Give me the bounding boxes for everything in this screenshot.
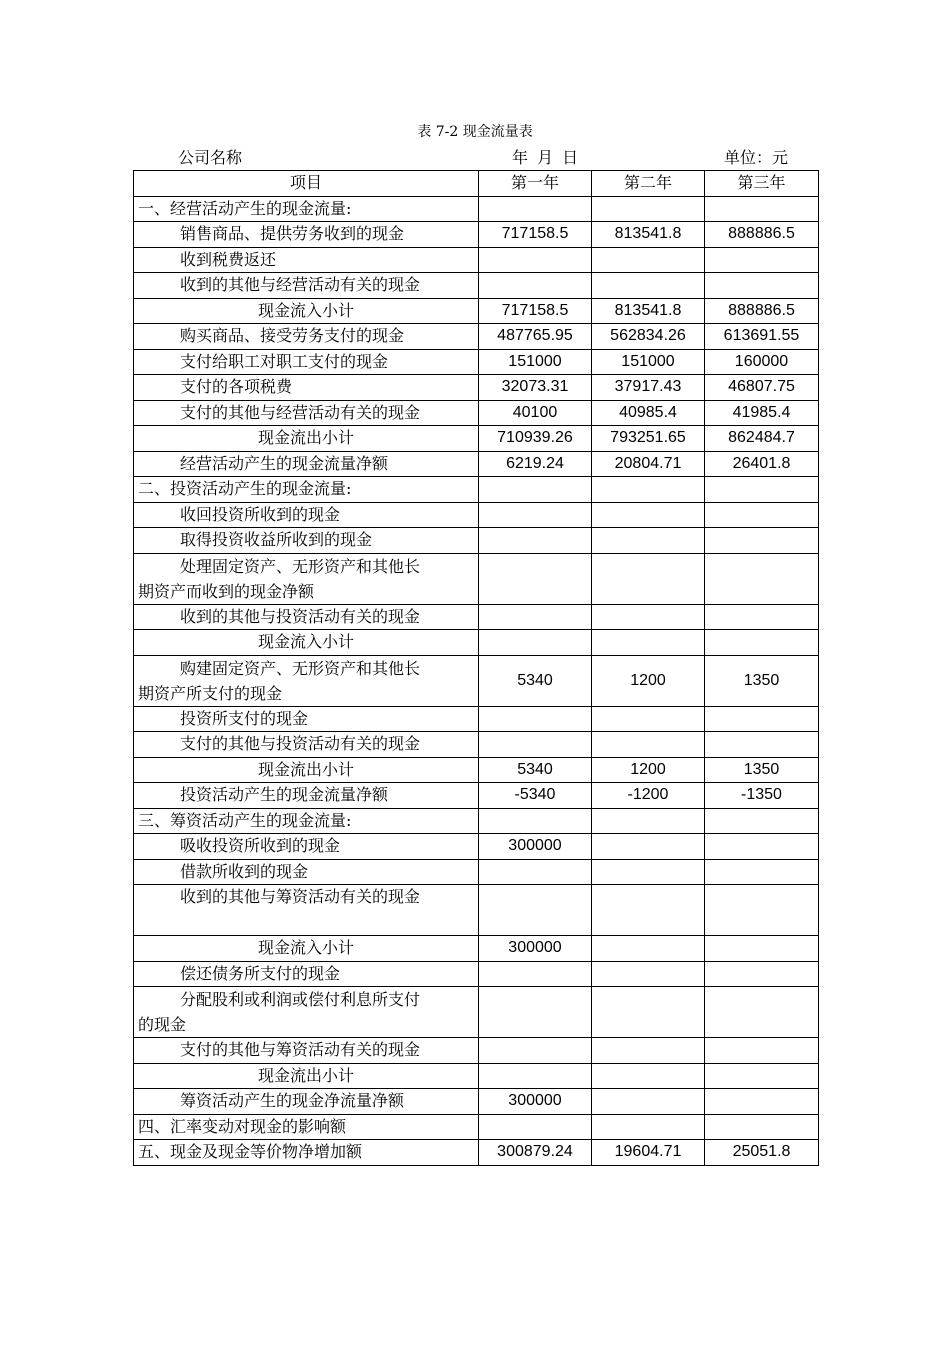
- year1-value: [479, 1063, 592, 1089]
- row-label: 二、投资活动产生的现金流量:: [134, 477, 479, 503]
- year1-value: 6219.24: [479, 451, 592, 477]
- year3-value: [705, 553, 819, 604]
- year2-value: 562834.26: [592, 324, 705, 350]
- year2-value: [592, 604, 705, 630]
- row-label: 收到的其他与经营活动有关的现金: [134, 273, 479, 299]
- row-label: 支付的其他与经营活动有关的现金: [134, 400, 479, 426]
- year1-value: [479, 528, 592, 554]
- year1-value: -5340: [479, 783, 592, 809]
- row-label: 支付的各项税费: [134, 375, 479, 401]
- year3-value: [705, 987, 819, 1038]
- year3-value: 888886.5: [705, 298, 819, 324]
- row-label: 收到的其他与筹资活动有关的现金: [134, 885, 479, 936]
- year2-value: [592, 502, 705, 528]
- table-row: [134, 426, 819, 452]
- row-label: 经营活动产生的现金流量净额: [134, 451, 479, 477]
- table-row: [134, 196, 819, 222]
- year2-value: [592, 987, 705, 1038]
- year3-value: [705, 859, 819, 885]
- year2-value: 19604.71: [592, 1140, 705, 1166]
- year3-value: 26401.8: [705, 451, 819, 477]
- year2-value: [592, 528, 705, 554]
- year3-value: [705, 604, 819, 630]
- year1-value: [479, 604, 592, 630]
- year1-value: [479, 196, 592, 222]
- year3-value: [705, 1114, 819, 1140]
- year3-value: [705, 808, 819, 834]
- year1-value: [479, 1038, 592, 1064]
- year1-value: [479, 885, 592, 936]
- row-label-line1: 购建固定资产、无形资产和其他长: [180, 658, 421, 678]
- year1-value: 32073.31: [479, 375, 592, 401]
- table-row: [134, 1063, 819, 1089]
- row-label-line1: 分配股利或利润或偿付利息所支付: [180, 990, 421, 1009]
- table-row: [134, 222, 819, 248]
- row-label: [134, 655, 479, 706]
- year3-value: [705, 1089, 819, 1115]
- year1-value: [479, 706, 592, 732]
- table-row: [134, 528, 819, 554]
- year3-value: 888886.5: [705, 222, 819, 248]
- row-label: [134, 553, 479, 604]
- row-label: 现金流出小计: [134, 757, 479, 783]
- table-row: [134, 936, 819, 962]
- year1-value: 151000: [479, 349, 592, 375]
- table-row: [134, 247, 819, 273]
- year3-value: [705, 961, 819, 987]
- table-row: [134, 757, 819, 783]
- row-label: 支付给职工对职工支付的现金: [134, 349, 479, 375]
- year2-value: [592, 885, 705, 936]
- table-row: [134, 987, 819, 1038]
- row-label: 偿还债务所支付的现金: [134, 961, 479, 987]
- year3-value: 41985.4: [705, 400, 819, 426]
- row-label: 五、现金及现金等价物净增加额: [134, 1140, 479, 1166]
- row-label: 现金流出小计: [134, 1063, 479, 1089]
- year2-value: 151000: [592, 349, 705, 375]
- year2-value: [592, 553, 705, 604]
- year3-value: 25051.8: [705, 1140, 819, 1166]
- year1-value: [479, 961, 592, 987]
- year1-value: [479, 630, 592, 656]
- year1-value: [479, 477, 592, 503]
- year1-value: [479, 273, 592, 299]
- row-label: 吸收投资所收到的现金: [134, 834, 479, 860]
- row-label: 收到的其他与投资活动有关的现金: [134, 604, 479, 630]
- year3-value: [705, 196, 819, 222]
- table-row: [134, 375, 819, 401]
- year3-value: [705, 247, 819, 273]
- row-label-line2: 期资产而收到的现金净额: [138, 581, 315, 601]
- year3-value: [705, 936, 819, 962]
- year1-value: 40100: [479, 400, 592, 426]
- table-row: [134, 477, 819, 503]
- year2-value: [592, 1038, 705, 1064]
- table-row: [134, 1038, 819, 1064]
- row-label: 支付的其他与筹资活动有关的现金: [134, 1038, 479, 1064]
- year3-value: -1350: [705, 783, 819, 809]
- year2-value: [592, 706, 705, 732]
- year1-value: 300000: [479, 936, 592, 962]
- year2-value: 37917.43: [592, 375, 705, 401]
- year2-value: [592, 732, 705, 758]
- table-row: [134, 400, 819, 426]
- row-label: 收到税费返还: [134, 247, 479, 273]
- row-label: 收回投资所收到的现金: [134, 502, 479, 528]
- year3-value: [705, 528, 819, 554]
- year3-value: [705, 706, 819, 732]
- year3-value: [705, 1063, 819, 1089]
- table-row: [134, 783, 819, 809]
- table-row: [134, 834, 819, 860]
- row-label: 现金流出小计: [134, 426, 479, 452]
- table-row: [134, 1140, 819, 1166]
- year2-value: 1200: [592, 655, 705, 706]
- row-label: 三、筹资活动产生的现金流量:: [134, 808, 479, 834]
- date-label: 年 月 日: [512, 148, 579, 167]
- year2-value: [592, 859, 705, 885]
- year1-value: 300879.24: [479, 1140, 592, 1166]
- row-label-line2: 期资产所支付的现金: [138, 683, 283, 703]
- table-row: [134, 630, 819, 656]
- table-row: [134, 706, 819, 732]
- year2-value: 793251.65: [592, 426, 705, 452]
- year2-value: [592, 1089, 705, 1115]
- year1-value: 717158.5: [479, 222, 592, 248]
- year1-value: [479, 987, 592, 1038]
- year3-value: 1350: [705, 757, 819, 783]
- year3-value: [705, 502, 819, 528]
- year2-value: [592, 477, 705, 503]
- year1-value: 487765.95: [479, 324, 592, 350]
- row-label-line1: 处理固定资产、无形资产和其他长: [180, 556, 421, 576]
- year1-value: 300000: [479, 834, 592, 860]
- year3-value: 613691.55: [705, 324, 819, 350]
- table-row: [134, 553, 819, 604]
- year1-value: 5340: [479, 655, 592, 706]
- table-row: [134, 1089, 819, 1115]
- year3-value: [705, 732, 819, 758]
- year2-value: 40985.4: [592, 400, 705, 426]
- year2-value: [592, 630, 705, 656]
- row-label-line2: 的现金: [138, 1015, 187, 1034]
- table-row: [134, 859, 819, 885]
- table-row: [134, 732, 819, 758]
- row-label: 借款所收到的现金: [134, 859, 479, 885]
- year2-value: -1200: [592, 783, 705, 809]
- year2-value: [592, 273, 705, 299]
- table-row: [134, 808, 819, 834]
- year2-value: 20804.71: [592, 451, 705, 477]
- table-row: [134, 273, 819, 299]
- year2-value: [592, 936, 705, 962]
- year3-value: 862484.7: [705, 426, 819, 452]
- year1-value: [479, 553, 592, 604]
- year1-value: 300000: [479, 1089, 592, 1115]
- table-row: [134, 885, 819, 936]
- year3-value: 46807.75: [705, 375, 819, 401]
- row-label: 现金流入小计: [134, 298, 479, 324]
- table-row: [134, 655, 819, 706]
- year3-value: [705, 1038, 819, 1064]
- year1-value: [479, 859, 592, 885]
- row-label: 四、汇率变动对现金的影响额: [134, 1114, 479, 1140]
- year3-value: 160000: [705, 349, 819, 375]
- year1-value: 717158.5: [479, 298, 592, 324]
- year2-value: [592, 834, 705, 860]
- row-label: 现金流入小计: [134, 630, 479, 656]
- table-row: [134, 324, 819, 350]
- row-label: 投资活动产生的现金流量净额: [134, 783, 479, 809]
- year2-value: 813541.8: [592, 222, 705, 248]
- unit-label: 单位：元: [724, 148, 789, 167]
- year3-value: [705, 273, 819, 299]
- row-label: 现金流入小计: [134, 936, 479, 962]
- year1-value: [479, 732, 592, 758]
- year1-value: [479, 1114, 592, 1140]
- year1-value: 5340: [479, 757, 592, 783]
- table-row: [134, 451, 819, 477]
- table-row: [134, 298, 819, 324]
- year3-value: [705, 834, 819, 860]
- year2-value: [592, 1114, 705, 1140]
- company-name-label: 公司名称: [178, 148, 243, 167]
- year3-value: [705, 630, 819, 656]
- year1-value: 710939.26: [479, 426, 592, 452]
- row-label: 销售商品、提供劳务收到的现金: [134, 222, 479, 248]
- column-header-year3: 第三年: [705, 171, 819, 197]
- column-header-year1: 第一年: [479, 171, 592, 197]
- table-row: [134, 502, 819, 528]
- column-header-year2: 第二年: [592, 171, 705, 197]
- year1-value: [479, 502, 592, 528]
- year2-value: 813541.8: [592, 298, 705, 324]
- table-row: [134, 1114, 819, 1140]
- year2-value: 1200: [592, 757, 705, 783]
- row-label: 支付的其他与投资活动有关的现金: [134, 732, 479, 758]
- year2-value: [592, 196, 705, 222]
- year1-value: [479, 808, 592, 834]
- year1-value: [479, 247, 592, 273]
- row-label: 投资所支付的现金: [134, 706, 479, 732]
- year3-value: [705, 477, 819, 503]
- table-header-row: [134, 171, 819, 197]
- row-label: 一、经营活动产生的现金流量:: [134, 196, 479, 222]
- year2-value: [592, 247, 705, 273]
- table-row: [134, 961, 819, 987]
- year2-value: [592, 808, 705, 834]
- row-label: 筹资活动产生的现金净流量净额: [134, 1089, 479, 1115]
- year2-value: [592, 961, 705, 987]
- year3-value: 1350: [705, 655, 819, 706]
- year2-value: [592, 1063, 705, 1089]
- row-label: [134, 987, 479, 1038]
- cash-flow-table: [133, 170, 819, 1166]
- row-label: 取得投资收益所收到的现金: [134, 528, 479, 554]
- column-header-item: 项目: [134, 171, 479, 197]
- row-label: 购买商品、接受劳务支付的现金: [134, 324, 479, 350]
- year3-value: [705, 885, 819, 936]
- table-caption: 表 7-2 现金流量表: [417, 124, 533, 140]
- table-row: [134, 349, 819, 375]
- table-row: [134, 604, 819, 630]
